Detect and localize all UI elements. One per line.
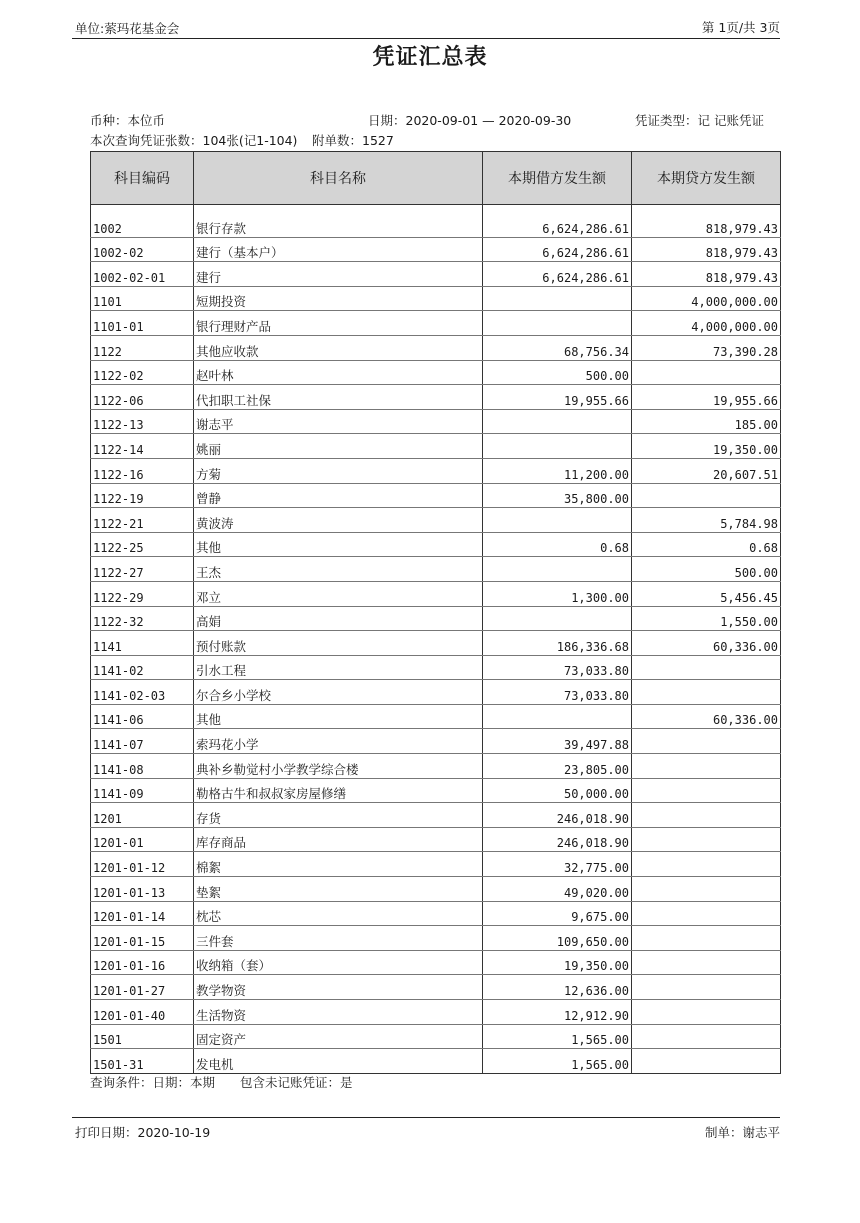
date-range-label: 日期：2020-09-01 — 2020-09-30 [368,113,572,128]
footer-rule [72,1117,780,1118]
account-code-cell: 1122-29 [91,581,194,606]
account-name-cell: 黄波涛 [194,508,483,533]
account-code-cell: 1122-27 [91,557,194,582]
account-code-cell: 1122-19 [91,483,194,508]
credit-amount-cell: 20,607.51 [632,458,781,483]
table-row [91,237,781,262]
account-name-cell: 收纳箱（套） [194,950,483,975]
table-row [91,311,781,336]
voucher-summary-table [90,151,781,1074]
credit-amount-cell: 1,550.00 [632,606,781,631]
credit-amount-cell [632,360,781,385]
account-name-cell: 存货 [194,803,483,828]
account-code-cell: 1122-02 [91,360,194,385]
unit-label: 单位:萦玛花基金会 [75,21,180,36]
header-rule [72,38,780,39]
table-header-row [91,152,781,205]
credit-amount-cell: 4,000,000.00 [632,311,781,336]
account-name-cell: 建行（基本户） [194,237,483,262]
attachment-count-label: 附单数：1527 [312,133,394,148]
debit-amount-cell [483,606,632,631]
credit-amount-cell [632,655,781,680]
account-name-cell: 代扣职工社保 [194,385,483,410]
account-name-cell: 典补乡勒觉村小学教学综合楼 [194,754,483,779]
account-name-cell: 其他 [194,532,483,557]
account-name-cell: 银行存款 [194,213,483,237]
debit-amount-cell [483,557,632,582]
table-row [91,606,781,631]
page-title: 凭证汇总表 [372,45,488,70]
account-code-cell: 1201 [91,803,194,828]
debit-amount-cell: 35,800.00 [483,483,632,508]
table-row [91,434,781,459]
debit-amount-cell [483,409,632,434]
account-name-cell: 库存商品 [194,827,483,852]
account-code-cell: 1122-25 [91,532,194,557]
debit-amount-cell: 6,624,286.61 [483,213,632,237]
account-name-cell: 教学物资 [194,975,483,1000]
account-name-cell: 枕芯 [194,901,483,926]
credit-amount-cell: 5,456.45 [632,581,781,606]
account-code-cell: 1141 [91,631,194,656]
account-code-cell: 1201-01-40 [91,1000,194,1025]
credit-amount-cell: 73,390.28 [632,335,781,360]
table-row [91,950,781,975]
debit-amount-cell [483,311,632,336]
table-row [91,409,781,434]
account-name-cell: 方菊 [194,458,483,483]
debit-amount-cell: 1,565.00 [483,1049,632,1074]
table-row [91,335,781,360]
account-name-cell: 尔合乡小学校 [194,680,483,705]
account-code-cell: 1141-08 [91,754,194,779]
debit-amount-cell: 12,636.00 [483,975,632,1000]
table-row [91,631,781,656]
debit-amount-cell: 68,756.34 [483,335,632,360]
table-row [91,581,781,606]
account-code-cell: 1101 [91,286,194,311]
col-account-name: 科目名称 [194,152,483,205]
credit-amount-cell [632,852,781,877]
account-code-cell: 1002 [91,213,194,237]
credit-amount-cell: 60,336.00 [632,631,781,656]
account-code-cell: 1201-01-16 [91,950,194,975]
table-row [91,729,781,754]
page-indicator: 第 1页/共 3页 [701,20,780,35]
account-name-cell: 其他应收款 [194,335,483,360]
account-name-cell: 邓立 [194,581,483,606]
account-code-cell: 1141-07 [91,729,194,754]
table-row [91,532,781,557]
account-name-cell: 棉絮 [194,852,483,877]
col-credit: 本期贷方发生额 [632,152,781,205]
table-row [91,385,781,410]
credit-amount-cell [632,901,781,926]
account-code-cell: 1141-09 [91,778,194,803]
account-code-cell: 1002-02 [91,237,194,262]
debit-amount-cell [483,434,632,459]
credit-amount-cell: 818,979.43 [632,213,781,237]
credit-amount-cell [632,778,781,803]
credit-amount-cell: 185.00 [632,409,781,434]
account-name-cell: 银行理财产品 [194,311,483,336]
credit-amount-cell [632,1049,781,1074]
debit-amount-cell: 39,497.88 [483,729,632,754]
account-name-cell: 预付账款 [194,631,483,656]
account-code-cell: 1141-02 [91,655,194,680]
account-name-cell: 王杰 [194,557,483,582]
debit-amount-cell: 50,000.00 [483,778,632,803]
account-name-cell: 建行 [194,262,483,287]
debit-amount-cell [483,508,632,533]
table-row [91,926,781,951]
account-name-cell: 其他 [194,704,483,729]
table-row [91,286,781,311]
credit-amount-cell [632,950,781,975]
table-spacer-row [91,205,781,214]
table-row [91,778,781,803]
account-name-cell: 曾静 [194,483,483,508]
voucher-count-label: 本次查询凭证张数：104张(记1-104) [90,133,298,148]
credit-amount-cell: 500.00 [632,557,781,582]
account-code-cell: 1201-01-27 [91,975,194,1000]
debit-amount-cell: 23,805.00 [483,754,632,779]
account-code-cell: 1501-31 [91,1049,194,1074]
credit-amount-cell: 19,350.00 [632,434,781,459]
debit-amount-cell: 32,775.00 [483,852,632,877]
table-row [91,704,781,729]
table-row [91,1000,781,1025]
account-name-cell: 生活物资 [194,1000,483,1025]
account-name-cell: 发电机 [194,1049,483,1074]
credit-amount-cell [632,729,781,754]
table-row [91,901,781,926]
table-row [91,483,781,508]
debit-amount-cell: 246,018.90 [483,827,632,852]
debit-amount-cell: 1,300.00 [483,581,632,606]
table-row [91,557,781,582]
account-code-cell: 1141-06 [91,704,194,729]
account-code-cell: 1122-16 [91,458,194,483]
debit-amount-cell: 246,018.90 [483,803,632,828]
debit-amount-cell: 0.68 [483,532,632,557]
table-row [91,508,781,533]
table-row [91,827,781,852]
credit-amount-cell: 60,336.00 [632,704,781,729]
table-row [91,360,781,385]
currency-label: 币种：本位币 [90,113,166,128]
table-row [91,655,781,680]
debit-amount-cell: 500.00 [483,360,632,385]
table-row [91,458,781,483]
print-date: 打印日期：2020-10-19 [75,1125,211,1140]
account-code-cell: 1122-06 [91,385,194,410]
credit-amount-cell: 818,979.43 [632,237,781,262]
account-code-cell: 1141-02-03 [91,680,194,705]
account-name-cell: 短期投资 [194,286,483,311]
account-code-cell: 1101-01 [91,311,194,336]
table-row [91,1049,781,1074]
debit-amount-cell: 109,650.00 [483,926,632,951]
credit-amount-cell [632,827,781,852]
debit-amount-cell [483,704,632,729]
account-name-cell: 固定资产 [194,1024,483,1049]
debit-amount-cell: 186,336.68 [483,631,632,656]
credit-amount-cell: 5,784.98 [632,508,781,533]
account-name-cell: 引水工程 [194,655,483,680]
credit-amount-cell: 4,000,000.00 [632,286,781,311]
maker-label: 制单：谢志平 [704,1125,780,1140]
debit-amount-cell: 6,624,286.61 [483,237,632,262]
debit-amount-cell: 1,565.00 [483,1024,632,1049]
account-code-cell: 1201-01-12 [91,852,194,877]
credit-amount-cell [632,754,781,779]
account-name-cell: 索玛花小学 [194,729,483,754]
account-code-cell: 1002-02-01 [91,262,194,287]
credit-amount-cell: 818,979.43 [632,262,781,287]
account-code-cell: 1201-01-14 [91,901,194,926]
account-name-cell: 勒格古牛和叔叔家房屋修缮 [194,778,483,803]
table-row [91,754,781,779]
account-code-cell: 1122 [91,335,194,360]
voucher-type-label: 凭证类型：记 记账凭证 [635,113,764,128]
debit-amount-cell: 73,033.80 [483,655,632,680]
col-debit: 本期借方发生额 [483,152,632,205]
credit-amount-cell: 0.68 [632,532,781,557]
account-name-cell: 垫絮 [194,877,483,902]
account-name-cell: 赵叶林 [194,360,483,385]
account-code-cell: 1501 [91,1024,194,1049]
account-name-cell: 谢志平 [194,409,483,434]
debit-amount-cell: 73,033.80 [483,680,632,705]
account-code-cell: 1201-01 [91,827,194,852]
table-row [91,803,781,828]
table-row [91,975,781,1000]
account-code-cell: 1122-13 [91,409,194,434]
account-code-cell: 1201-01-15 [91,926,194,951]
account-name-cell: 高娟 [194,606,483,631]
account-name-cell: 三件套 [194,926,483,951]
table-row [91,1024,781,1049]
query-conditions: 查询条件：日期：本期 包含未记账凭证：是 [90,1075,353,1090]
account-code-cell: 1122-32 [91,606,194,631]
col-account-code: 科目编码 [91,152,194,205]
debit-amount-cell: 9,675.00 [483,901,632,926]
debit-amount-cell: 19,350.00 [483,950,632,975]
debit-amount-cell: 11,200.00 [483,458,632,483]
debit-amount-cell: 19,955.66 [483,385,632,410]
table-row [91,852,781,877]
credit-amount-cell [632,1000,781,1025]
credit-amount-cell [632,877,781,902]
credit-amount-cell [632,1024,781,1049]
account-code-cell: 1122-21 [91,508,194,533]
account-code-cell: 1122-14 [91,434,194,459]
credit-amount-cell: 19,955.66 [632,385,781,410]
account-code-cell: 1201-01-13 [91,877,194,902]
credit-amount-cell [632,803,781,828]
account-name-cell: 姚丽 [194,434,483,459]
debit-amount-cell: 12,912.90 [483,1000,632,1025]
table-body [91,205,781,1074]
table-row [91,877,781,902]
debit-amount-cell: 49,020.00 [483,877,632,902]
table-row [91,213,781,237]
table-row [91,262,781,287]
debit-amount-cell: 6,624,286.61 [483,262,632,287]
table-row [91,680,781,705]
credit-amount-cell [632,483,781,508]
credit-amount-cell [632,680,781,705]
credit-amount-cell [632,926,781,951]
debit-amount-cell [483,286,632,311]
credit-amount-cell [632,975,781,1000]
